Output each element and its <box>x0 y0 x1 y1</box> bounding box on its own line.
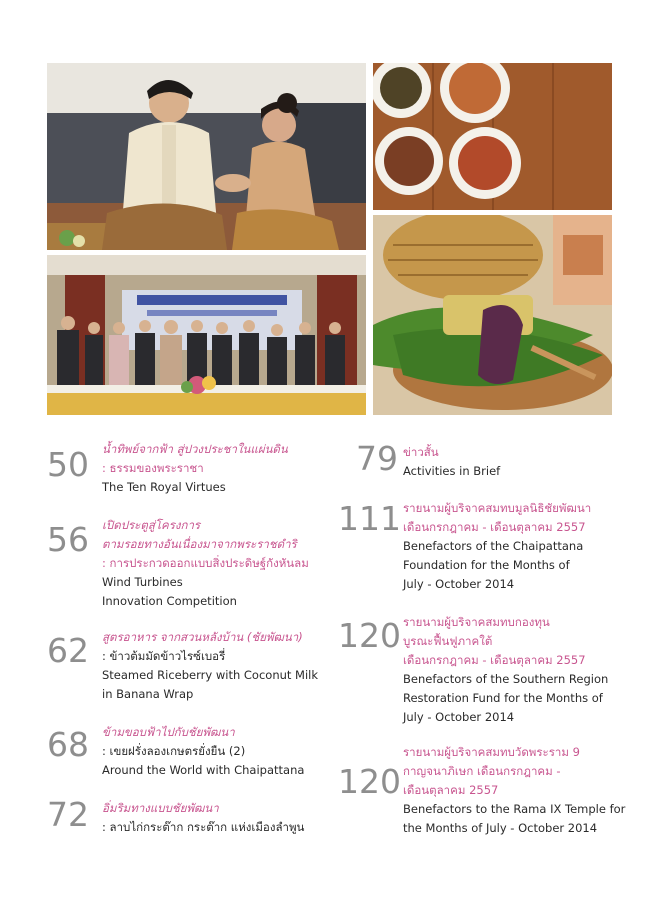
toc-entry-line: Benefactors to the Rama IX Temple for <box>403 802 626 816</box>
page-number: 56 <box>47 520 89 559</box>
toc-entry-line: สูตรอาหาร จากสวนหลังบ้าน (ชัยพัฒนา) <box>102 630 303 644</box>
toc-entry-line: ตามรอยทางอันเนื่องมาจากพระราชดำริ <box>102 537 297 551</box>
toc-entry-line: Foundation for the Months of <box>403 558 570 572</box>
toc-entry-line: เดือนตุลาคม 2557 <box>403 783 499 797</box>
toc-entry-line: Wind Turbines <box>102 575 183 589</box>
toc-entry-line: รายนามผู้บริจาคสมทบมูลนิธิชัยพัฒนา <box>403 501 592 515</box>
toc-entry-line: : ธรรมของพระราชา <box>102 461 204 475</box>
page-number: 62 <box>47 631 89 670</box>
toc-entry-line: : เขยฝรั่งลองเกษตรยั่งยืน (2) <box>102 744 246 758</box>
toc-entry-line: The Ten Royal Virtues <box>102 480 226 494</box>
toc-entry-line: Benefactors of the Southern Region <box>403 672 609 686</box>
page-number: 120 <box>338 616 401 655</box>
toc-entry-line: in Banana Wrap <box>102 687 194 701</box>
toc-entry-line: Activities in Brief <box>403 464 501 478</box>
toc-entry-line: Benefactors of the Chaipattana <box>403 539 584 553</box>
toc-entry-line: ข้ามขอบฟ้าไปกับชัยพัฒนา <box>102 725 235 739</box>
toc-entry-line: : ข้าวต้มมัดข้าวไรซ์เบอรี่ <box>102 649 226 663</box>
page-number: 68 <box>47 725 89 764</box>
toc-entry-line: รายนามผู้บริจาคสมทบกองทุน <box>403 615 550 629</box>
toc-entry-line: อิ่มริมทางแบบชัยพัฒนา <box>102 801 219 815</box>
toc-entry-line: Around the World with Chaipattana <box>102 763 305 777</box>
page-number: 79 <box>356 439 398 478</box>
banana-leaf-wrap-photo <box>373 215 612 415</box>
toc-entry-line: ข่าวสั้น <box>403 445 439 459</box>
toc-entry-line: July - October 2014 <box>403 710 515 724</box>
toc-entry-line: บูรณะฟื้นฟูภาคใต้ <box>403 634 493 648</box>
toc-entry-line: : การประกวดออกแบบสิ่งประดิษฐ์กังหันลม <box>102 556 309 570</box>
page-number: 50 <box>47 445 89 484</box>
toc-entry-line: เดือนกรกฎาคม - เดือนตุลาคม 2557 <box>403 520 586 534</box>
toc-entry-line: Innovation Competition <box>102 594 237 608</box>
page-number: 111 <box>338 499 401 538</box>
conference-group-photo <box>47 255 366 415</box>
toc-entry-line: รายนามผู้บริจาคสมทบวัดพระราม 9 <box>403 745 580 759</box>
toc-entry-line: Restoration Fund for the Months of <box>403 691 603 705</box>
page-number: 72 <box>47 795 89 834</box>
toc-entry-line: เดือนกรกฎาคม - เดือนตุลาคม 2557 <box>403 653 586 667</box>
toc-entry-line: น้ำทิพย์จากฟ้า สู่ปวงประชาในแผ่นดิน <box>102 442 288 456</box>
toc-entry-line: : ลาบไก่กระต๊าก กระต๊าก แห่งเมืองลำพูน <box>102 820 305 834</box>
toc-entry-line: กาญจนาภิเษก เดือนกรกฎาคม - <box>403 764 561 778</box>
page-number: 120 <box>338 762 401 801</box>
wedding-ceremony-photo <box>47 63 366 250</box>
chili-paste-dishes-photo <box>373 63 612 210</box>
toc-entry-line: the Months of July - October 2014 <box>403 821 598 835</box>
toc-entry-line: เปิดประตูสู่โครงการ <box>102 518 201 532</box>
toc-entry-line: Steamed Riceberry with Coconut Milk <box>102 668 319 682</box>
toc-entry-line: July - October 2014 <box>403 577 515 591</box>
